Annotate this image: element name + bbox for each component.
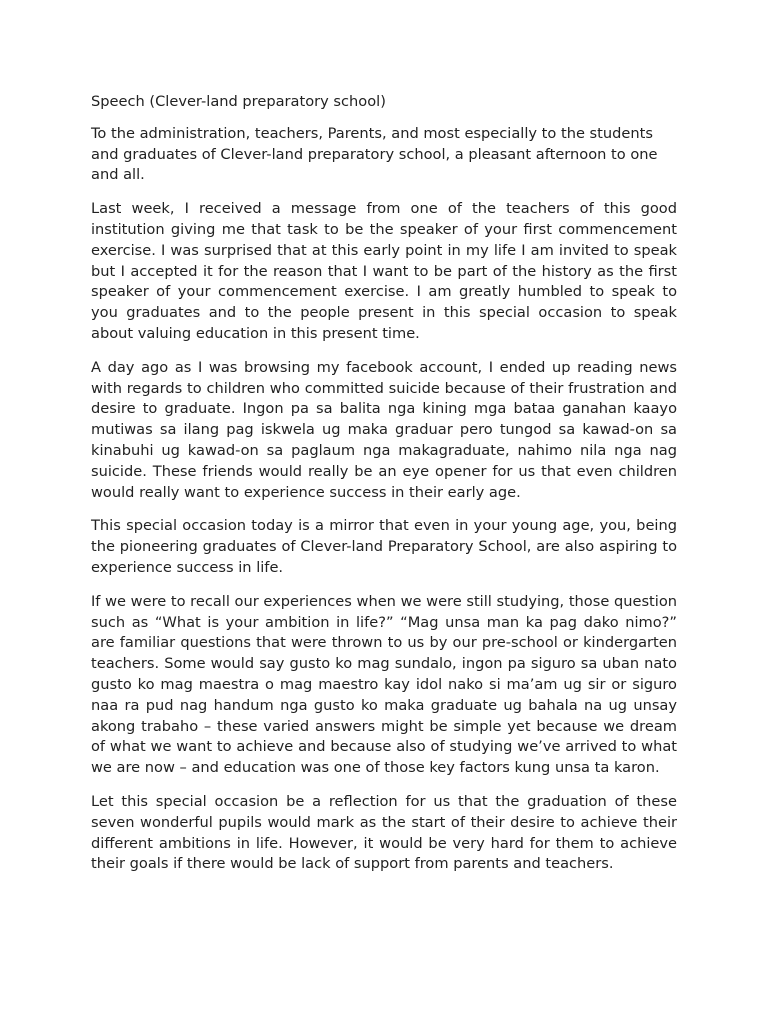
paragraph-invitation: Last week, I received a message from one of the teachers of this good institution giving me that task to be the speaker of your first commencement exercise. I was surprised that at this early point in my life I am invited to speak but I accepted it for the reason that I want to be part of the history as the first speaker of your commencement exercise. I am greatly humbled to speak to you graduates and to the people present in this special occasion to speak about valuing education in this present time. xyxy=(91,200,677,342)
paragraph-mirror: This special occasion today is a mirror that even in your young age, you, being the pioneering graduates of Clever-land Preparatory School, are also aspiring to experience success in life. xyxy=(91,517,677,576)
document-title: Speech (Clever-land preparatory school) xyxy=(91,93,386,110)
paragraph-recall: If we were to recall our experiences when we were still studying, those question such as “What is your ambition in life?” “Mag unsa man ka pag dako nimo?” are familiar questions that were thrown to us by our pre-school or kindergarten teachers. Some would say gusto ko mag sundalo, ingon pa siguro sa uban nato gusto ko mag maestra o mag maestro kay idol nako si ma’am ug sir or siguro naa ra pud nag handum nga gusto ko maka graduate ug bahala na ug unsay akong trabaho – these varied answers might be simple yet because we dream of what we want to achieve and because also of studying we’ve arrived to what we are now – and education was one of those key factors kung unsa ta karon. xyxy=(91,592,677,777)
document-body xyxy=(91,92,677,888)
paragraph-reflection: Let this special occasion be a reflection for us that the graduation of these seven wonderful pupils would mark as the start of their desire to achieve their different ambitions in life. However, it would be very hard for them to achieve their goals if there would be lack of support from parents and teachers. xyxy=(91,792,677,873)
paragraph-news: A day ago as I was browsing my facebook account, I ended up reading news with regards to children who committed suicide because of their frustration and desire to graduate. Ingon pa sa balita nga kining mga bataa ganahan kaayo mutiwas sa ilang pag iskwela ug maka graduar pero tungod sa kawad-on sa kinabuhi ug kawad-on sa paglaum nga makagraduate, nahimo nila nga nag suicide. These friends would really be an eye opener for us that even children would really want to experience success in their early age. xyxy=(91,358,677,501)
paragraph-greeting: To the administration, teachers, Parents, and most especially to the students and graduates of Clever-land preparatory school, a pleasant afternoon to one and all. xyxy=(91,124,658,184)
